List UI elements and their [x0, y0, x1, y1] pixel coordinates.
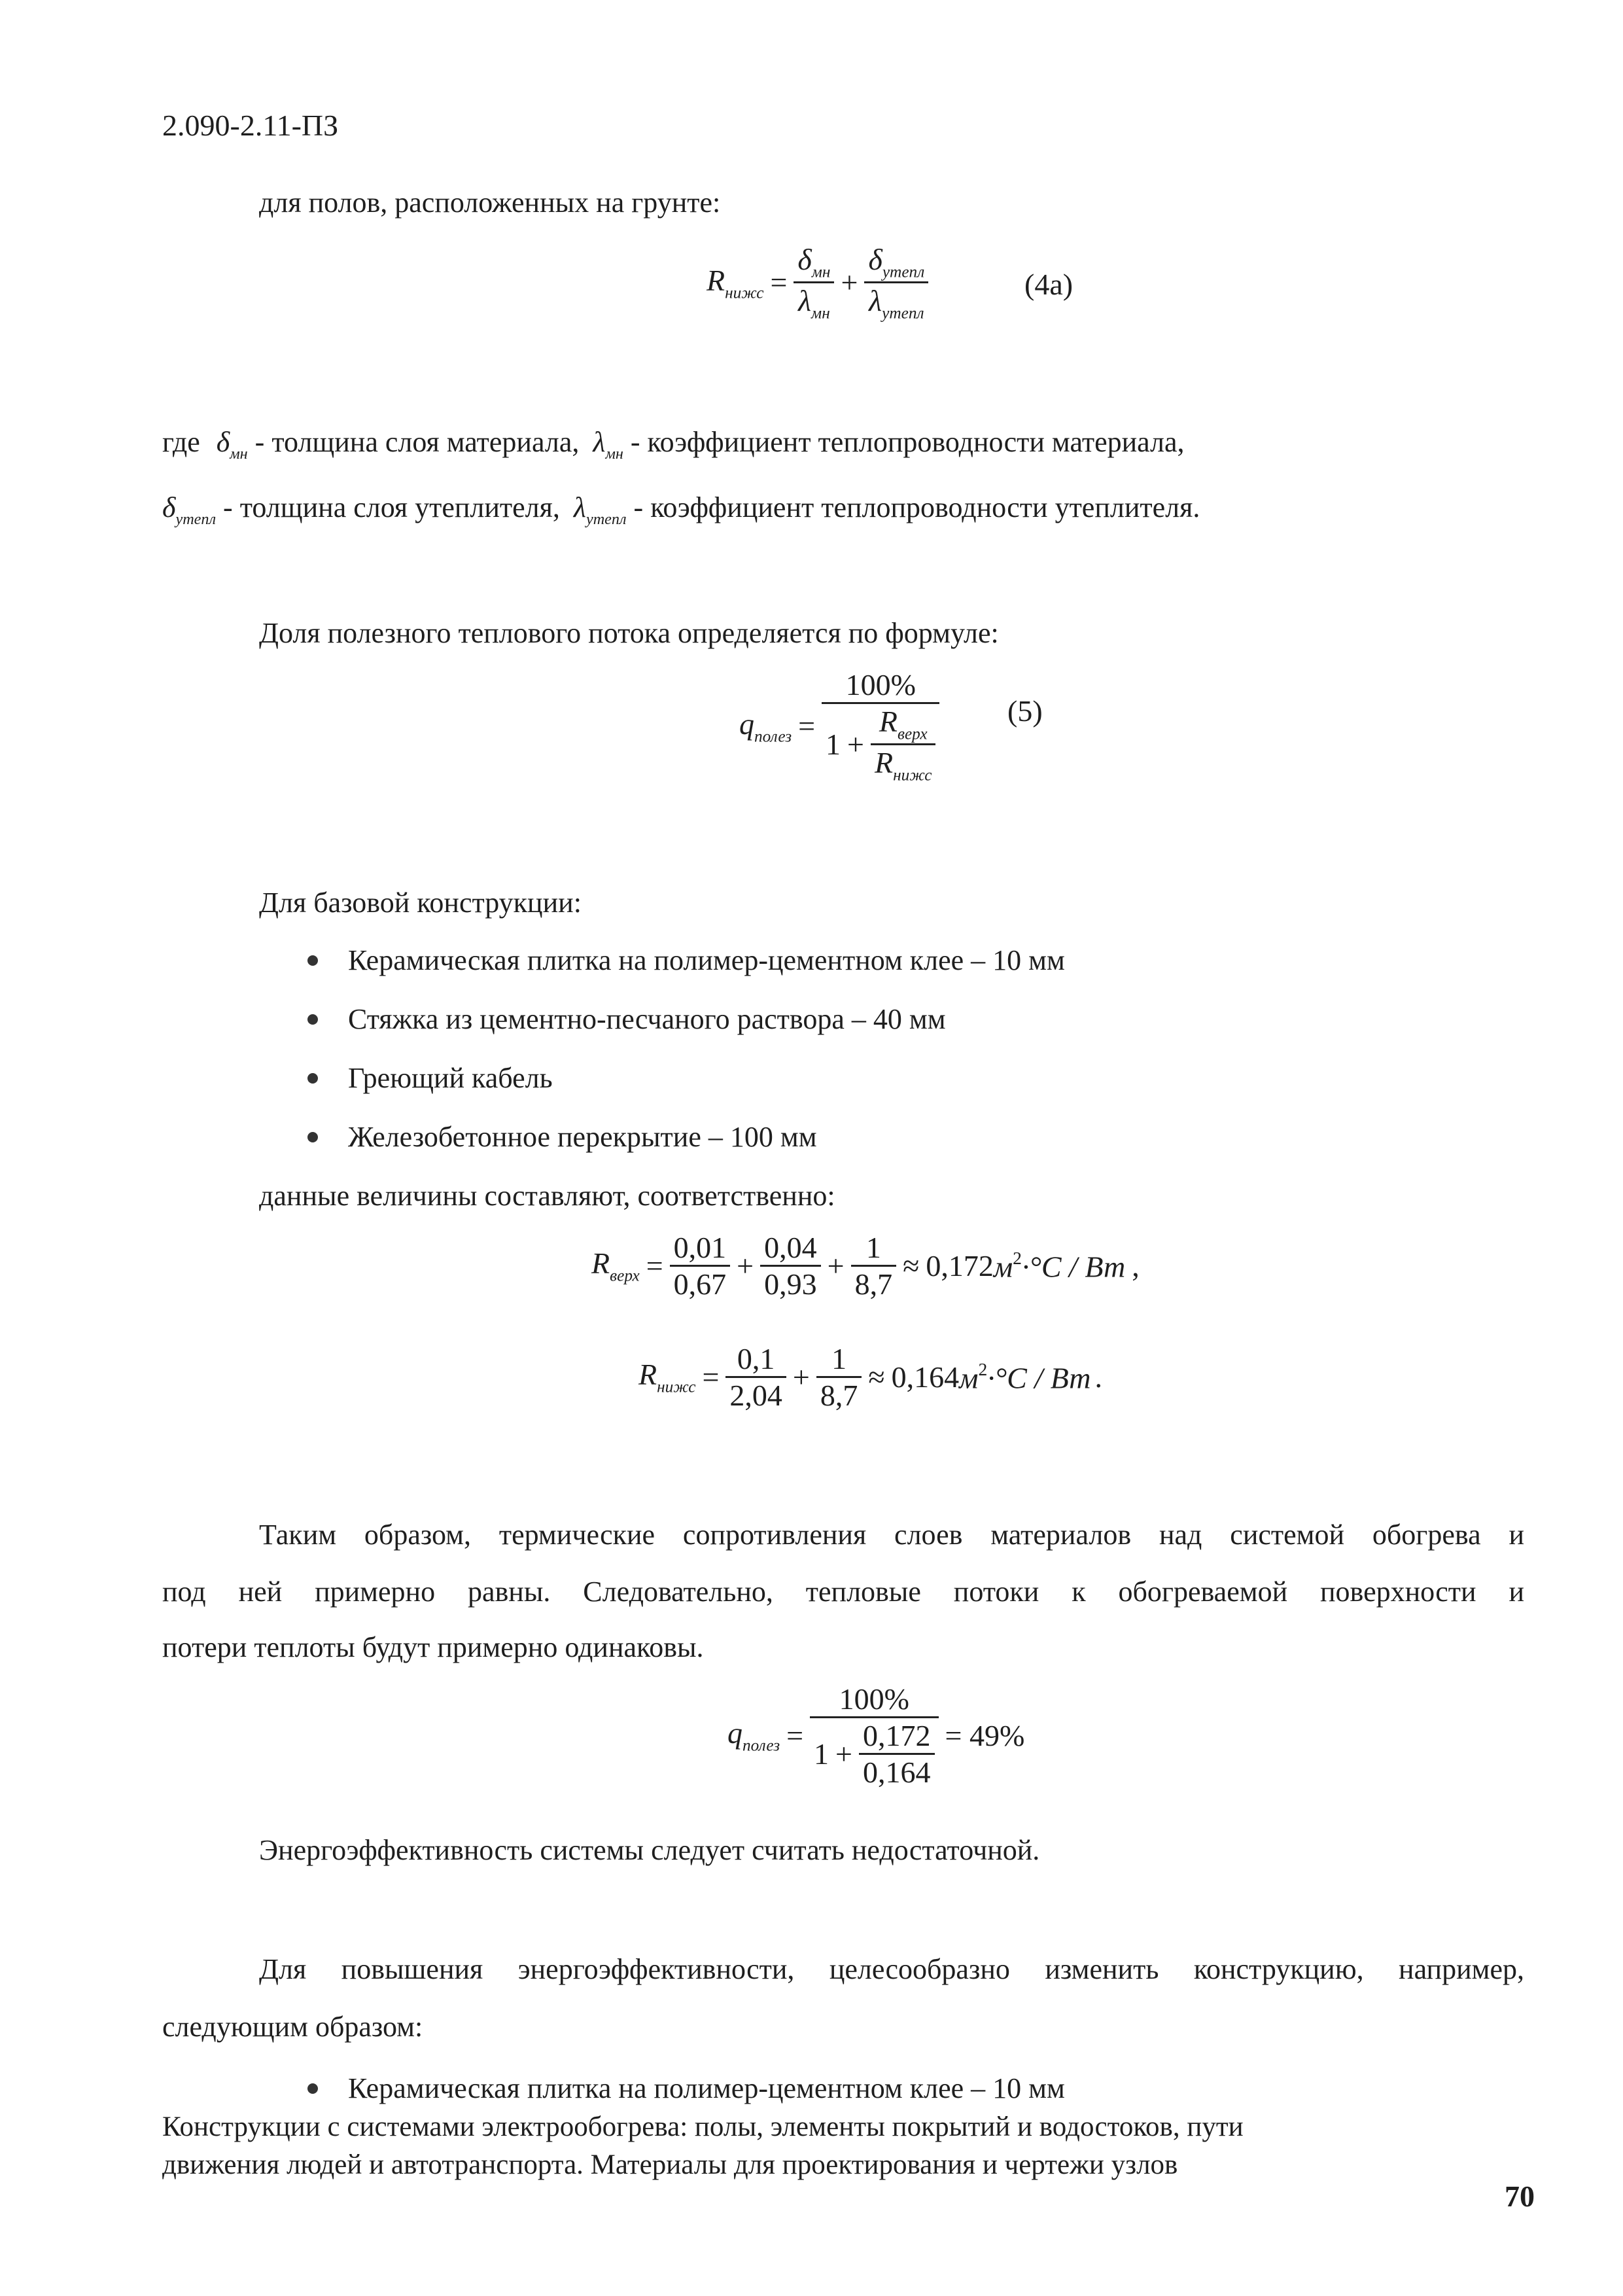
- formula-4a-term-insulation: $\frac{\delta_{утепл}}{\lambda_{утепл}}$: [864, 242, 928, 323]
- where-line-1: где $\delta_{мн}$ - толщина слоя материала, $\lambda_{мн}$ - коэффициент теплопроводности материала,: [162, 426, 1185, 463]
- bullet-icon: [307, 1073, 318, 1084]
- conclusion-line-1: Таким образом, термические сопротивления слоев материалов над системой обогрева и: [259, 1519, 1524, 1551]
- footer-line-1: Конструкции с системами электрообогрева: полы, элементы покрытий и водостоков, пути: [162, 2111, 1244, 2142]
- base-construction-outro: данные величины составляют, соответственно:: [259, 1180, 835, 1212]
- base-construction-intro: Для базовой конструкции:: [259, 887, 582, 919]
- list-item: Керамическая плитка на полимер-цементном клее – 10 мм: [307, 942, 1065, 979]
- improve-line-1: Для повышения энергоэффективности, целесообразно изменить конструкцию, например,: [259, 1953, 1524, 1985]
- conclusion-line-3: потери теплоты будут примерно одинаковы.: [162, 1631, 704, 1663]
- calc-r-bot: $R_{нижс}$ = $\frac{0,1}{2,04}$ + $\frac{1}{8,7}$ ≈ 0,164 $м^2\cdot^\circ C$ / Вт .: [638, 1342, 1102, 1412]
- bullet-icon: [307, 1132, 318, 1142]
- bullet-icon: [307, 2083, 318, 2094]
- document-code: 2.090-2.11-ПЗ: [162, 109, 339, 142]
- formula-4a-intro: для полов, расположенных на грунте:: [259, 186, 721, 219]
- calc-q: $q_{полез}$ = 100% 1 + $\frac{0,172}{0,164}$ = 49%: [727, 1682, 1025, 1789]
- formula-4a-lhs: $R_{нижс}$: [707, 263, 764, 302]
- calc-r-top: $R_{верх}$ = $\frac{0,01}{0,67}$ + $\frac{0,04}{0,93}$ + $\frac{1}{8,7}$ ≈ 0,172 $м^2\cdot^\circ C$ / Вт ,: [591, 1231, 1140, 1301]
- list-item: Керамическая плитка на полимер-цементном клее – 10 мм: [307, 2070, 1065, 2107]
- formula-5-fraction: 100% 1 + $\frac{R_{верх}}{R_{нижс}}$: [822, 667, 939, 785]
- bullet-icon: [307, 1014, 318, 1025]
- formula-4a-term-material: $\frac{\delta_{мн}}{\lambda_{мн}}$: [794, 242, 834, 323]
- formula-5-intro: Доля полезного теплового потока определяется по формуле:: [259, 617, 999, 649]
- formula-5-number: (5): [1007, 694, 1043, 728]
- list-item: Греющий кабель: [307, 1060, 553, 1097]
- formula-5: $q_{полез}$ = 100% 1 + $\frac{R_{верх}}{R_{нижс}}$: [739, 667, 939, 785]
- formula-5-lhs: $q_{полез}$: [739, 707, 792, 746]
- conclusion-line-2: под ней примерно равны. Следовательно, тепловые потоки к обогреваемой поверхности и: [162, 1576, 1524, 1608]
- formula-4a: $R_{нижс}$ = $\frac{\delta_{мн}}{\lambda_{мн}}$ + $\frac{\delta_{утепл}}{\lambda_{утепл}}$: [707, 242, 928, 323]
- efficiency-statement: Энергоэффективность системы следует считать недостаточной.: [259, 1834, 1040, 1866]
- page-number: 70: [1505, 2180, 1535, 2213]
- where-line-2: $\delta_{утепл}$ - толщина слоя утеплителя, $\lambda_{утепл}$ - коэффициент теплопроводности утеплителя.: [162, 491, 1200, 528]
- bullet-icon: [307, 955, 318, 966]
- improve-line-2: следующим образом:: [162, 2011, 423, 2043]
- list-item: Железобетонное перекрытие – 100 мм: [307, 1119, 817, 1156]
- list-item: Стяжка из цементно-песчаного раствора – 40 мм: [307, 1001, 946, 1038]
- footer-line-2: движения людей и автотранспорта. Материалы для проектирования и чертежи узлов: [162, 2149, 1178, 2180]
- formula-4a-number: (4а): [1024, 268, 1073, 301]
